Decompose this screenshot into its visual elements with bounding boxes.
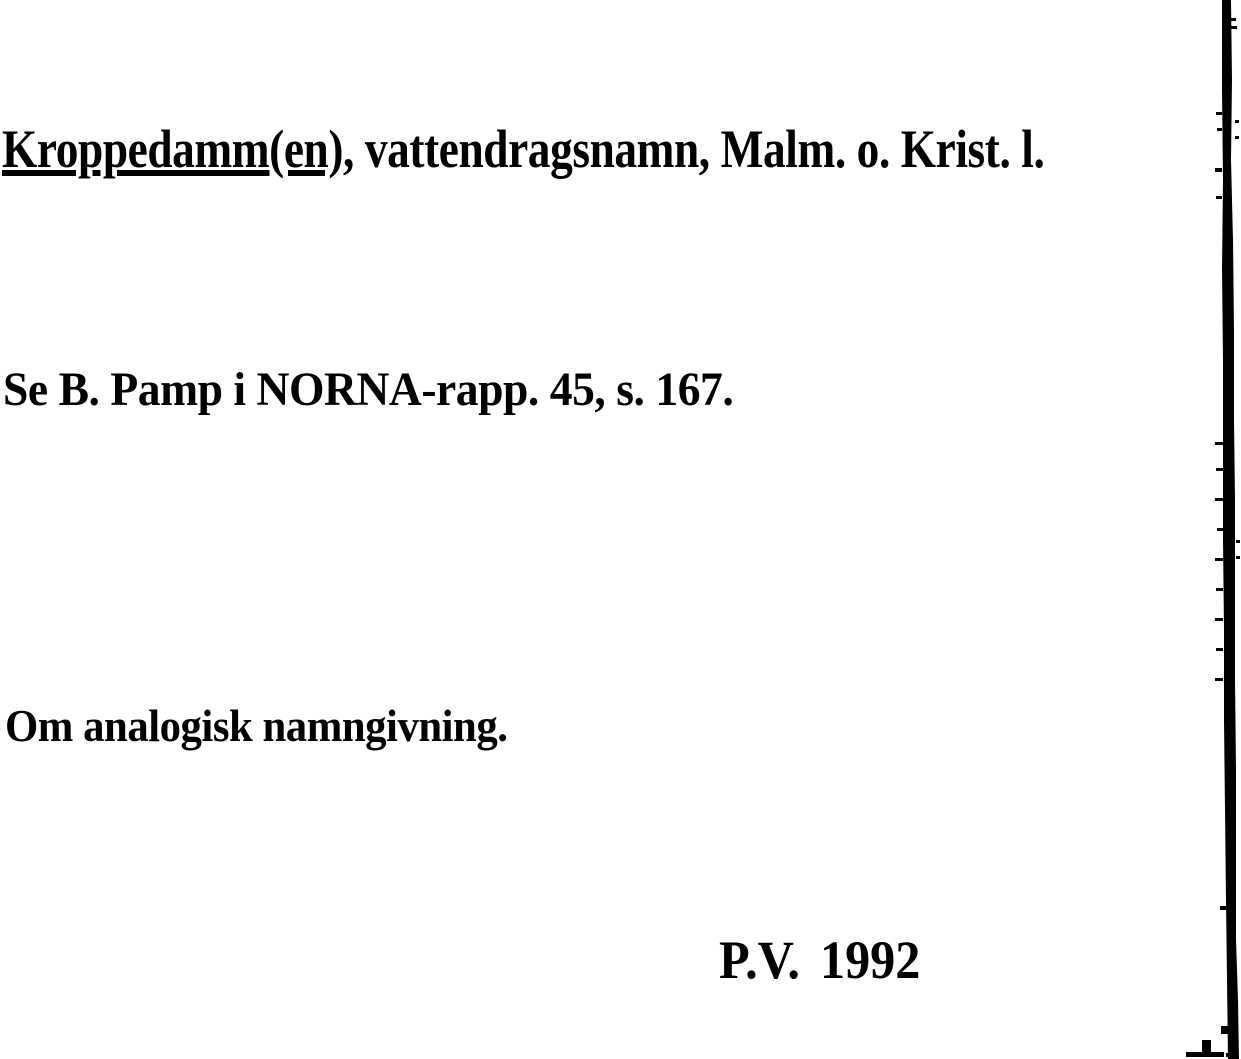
corner-mark-artifact — [1186, 1040, 1238, 1057]
headword-description: , vattendragsnamn, Malm. o. Krist. l. — [343, 119, 1045, 179]
signature-line: P.V. 1992 — [719, 930, 921, 990]
note-line: Om analogisk namngivning. — [5, 701, 508, 751]
headword: Kroppedamm(en) — [2, 119, 344, 179]
reference-line: Se B. Pamp i NORNA-rapp. 45, s. 167. — [3, 363, 734, 416]
headword-line — [2, 119, 1045, 179]
